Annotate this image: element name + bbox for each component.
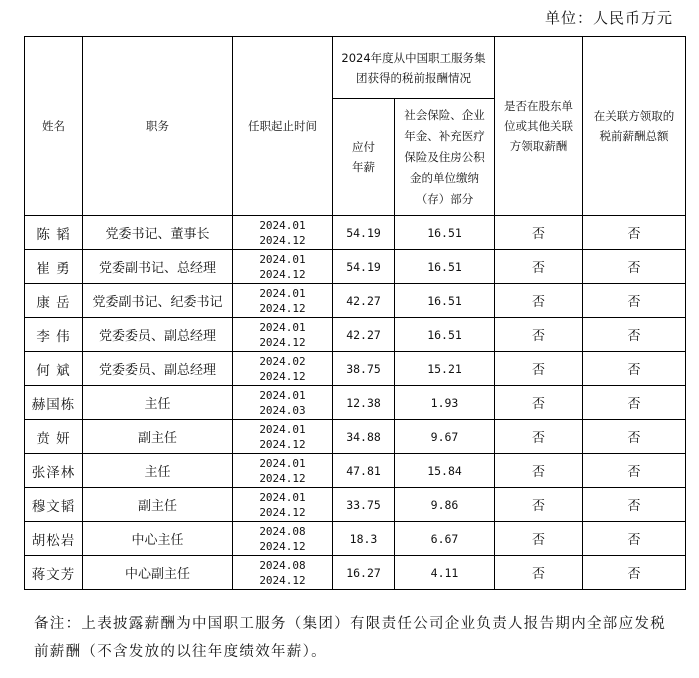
cell-term bbox=[233, 250, 333, 284]
table-row bbox=[25, 454, 686, 488]
term-end: 2024.12 bbox=[259, 267, 306, 281]
cell-salary: 12.38 bbox=[333, 386, 395, 420]
cell-salary: 54.19 bbox=[333, 216, 395, 250]
cell-position: 副主任 bbox=[83, 420, 233, 454]
cell-related-total: 否 bbox=[583, 250, 686, 284]
header-related-paid: 是否在股东单位或其他关联方领取薪酬 bbox=[495, 37, 583, 216]
cell-related-total: 否 bbox=[583, 352, 686, 386]
term-start: 2024.01 bbox=[259, 218, 306, 232]
term-start: 2024.01 bbox=[259, 320, 306, 334]
cell-salary: 33.75 bbox=[333, 488, 395, 522]
cell-position: 主任 bbox=[83, 386, 233, 420]
cell-related-total: 否 bbox=[583, 284, 686, 318]
term-start: 2024.08 bbox=[259, 558, 306, 572]
table-row bbox=[25, 352, 686, 386]
term-start: 2024.01 bbox=[259, 388, 306, 402]
cell-related-paid: 否 bbox=[495, 488, 583, 522]
term-end: 2024.03 bbox=[259, 403, 306, 417]
cell-insurance: 15.84 bbox=[395, 454, 495, 488]
cell-salary: 42.27 bbox=[333, 318, 395, 352]
term-end: 2024.12 bbox=[259, 573, 306, 587]
term-end: 2024.12 bbox=[259, 301, 306, 315]
header-position: 职务 bbox=[83, 37, 233, 216]
cell-related-paid: 否 bbox=[495, 522, 583, 556]
table-row bbox=[25, 318, 686, 352]
cell-salary: 54.19 bbox=[333, 250, 395, 284]
cell-related-paid: 否 bbox=[495, 556, 583, 590]
term-start: 2024.01 bbox=[259, 490, 306, 504]
cell-insurance: 16.51 bbox=[395, 250, 495, 284]
cell-insurance: 16.51 bbox=[395, 216, 495, 250]
unit-label: 单位：人民币万元 bbox=[544, 9, 673, 27]
cell-related-total: 否 bbox=[583, 318, 686, 352]
table-row bbox=[25, 216, 686, 250]
cell-name: 何 斌 bbox=[25, 352, 83, 386]
header-insurance: 社会保险、企业年金、补充医疗保险及住房公积金的单位缴纳（存）部分 bbox=[395, 99, 495, 216]
cell-related-paid: 否 bbox=[495, 454, 583, 488]
term-start: 2024.01 bbox=[259, 252, 306, 266]
cell-related-paid: 否 bbox=[495, 420, 583, 454]
cell-insurance: 1.93 bbox=[395, 386, 495, 420]
cell-position: 党委书记、董事长 bbox=[83, 216, 233, 250]
term-end: 2024.12 bbox=[259, 539, 306, 553]
table-row bbox=[25, 488, 686, 522]
cell-position: 中心主任 bbox=[83, 522, 233, 556]
cell-related-total: 否 bbox=[583, 216, 686, 250]
cell-term bbox=[233, 556, 333, 590]
term-end: 2024.12 bbox=[259, 233, 306, 247]
term-start: 2024.01 bbox=[259, 286, 306, 300]
cell-term bbox=[233, 386, 333, 420]
header-term: 任职起止时间 bbox=[233, 37, 333, 216]
cell-term bbox=[233, 488, 333, 522]
cell-name: 李 伟 bbox=[25, 318, 83, 352]
cell-term bbox=[233, 522, 333, 556]
table-row bbox=[25, 420, 686, 454]
cell-salary: 38.75 bbox=[333, 352, 395, 386]
cell-salary: 42.27 bbox=[333, 284, 395, 318]
term-start: 2024.02 bbox=[259, 354, 306, 368]
cell-name: 赫国栋 bbox=[25, 386, 83, 420]
cell-name: 康 岳 bbox=[25, 284, 83, 318]
cell-name: 陈 韬 bbox=[25, 216, 83, 250]
table-row bbox=[25, 386, 686, 420]
cell-related-paid: 否 bbox=[495, 318, 583, 352]
cell-related-total: 否 bbox=[583, 488, 686, 522]
cell-name: 崔 勇 bbox=[25, 250, 83, 284]
cell-position: 党委副书记、总经理 bbox=[83, 250, 233, 284]
cell-salary: 18.3 bbox=[333, 522, 395, 556]
cell-term bbox=[233, 454, 333, 488]
cell-salary: 34.88 bbox=[333, 420, 395, 454]
cell-position: 主任 bbox=[83, 454, 233, 488]
cell-term bbox=[233, 284, 333, 318]
cell-name: 贲 妍 bbox=[25, 420, 83, 454]
header-group-2024: 2024年度从中国职工服务集团获得的税前报酬情况 bbox=[333, 37, 495, 99]
term-end: 2024.12 bbox=[259, 369, 306, 383]
cell-related-total: 否 bbox=[583, 386, 686, 420]
cell-position: 党委副书记、纪委书记 bbox=[83, 284, 233, 318]
cell-related-paid: 否 bbox=[495, 352, 583, 386]
cell-name: 蒋文芳 bbox=[25, 556, 83, 590]
cell-position: 副主任 bbox=[83, 488, 233, 522]
table-header bbox=[25, 37, 686, 216]
cell-insurance: 9.67 bbox=[395, 420, 495, 454]
term-start: 2024.08 bbox=[259, 524, 306, 538]
cell-insurance: 6.67 bbox=[395, 522, 495, 556]
cell-related-paid: 否 bbox=[495, 284, 583, 318]
cell-insurance: 9.86 bbox=[395, 488, 495, 522]
cell-name: 穆文韬 bbox=[25, 488, 83, 522]
cell-related-total: 否 bbox=[583, 420, 686, 454]
cell-position: 党委委员、副总经理 bbox=[83, 352, 233, 386]
cell-insurance: 4.11 bbox=[395, 556, 495, 590]
cell-related-paid: 否 bbox=[495, 386, 583, 420]
table-row bbox=[25, 522, 686, 556]
cell-related-total: 否 bbox=[583, 454, 686, 488]
term-start: 2024.01 bbox=[259, 422, 306, 436]
header-salary: 应付年薪 bbox=[333, 99, 395, 216]
cell-insurance: 16.51 bbox=[395, 284, 495, 318]
cell-position: 中心副主任 bbox=[83, 556, 233, 590]
footnote: 备注：上表披露薪酬为中国职工服务（集团）有限责任公司企业负责人报告期内全部应发税前薪酬（不含发放的以往年度绩效年薪）。 bbox=[34, 616, 666, 660]
header-related-total: 在关联方领取的税前薪酬总额 bbox=[583, 37, 686, 216]
table-row bbox=[25, 556, 686, 590]
compensation-table bbox=[24, 36, 686, 590]
table-row bbox=[25, 250, 686, 284]
cell-term bbox=[233, 216, 333, 250]
cell-related-total: 否 bbox=[583, 556, 686, 590]
table-body bbox=[25, 216, 686, 590]
term-start: 2024.01 bbox=[259, 456, 306, 470]
cell-position: 党委委员、副总经理 bbox=[83, 318, 233, 352]
cell-related-total: 否 bbox=[583, 522, 686, 556]
cell-name: 胡松岩 bbox=[25, 522, 83, 556]
cell-salary: 16.27 bbox=[333, 556, 395, 590]
cell-term bbox=[233, 318, 333, 352]
cell-insurance: 15.21 bbox=[395, 352, 495, 386]
cell-related-paid: 否 bbox=[495, 250, 583, 284]
header-name: 姓名 bbox=[25, 37, 83, 216]
term-end: 2024.12 bbox=[259, 437, 306, 451]
cell-salary: 47.81 bbox=[333, 454, 395, 488]
term-end: 2024.12 bbox=[259, 505, 306, 519]
cell-term bbox=[233, 420, 333, 454]
cell-insurance: 16.51 bbox=[395, 318, 495, 352]
table-row bbox=[25, 284, 686, 318]
cell-term bbox=[233, 352, 333, 386]
cell-related-paid: 否 bbox=[495, 216, 583, 250]
term-end: 2024.12 bbox=[259, 335, 306, 349]
cell-name: 张泽林 bbox=[25, 454, 83, 488]
term-end: 2024.12 bbox=[259, 471, 306, 485]
